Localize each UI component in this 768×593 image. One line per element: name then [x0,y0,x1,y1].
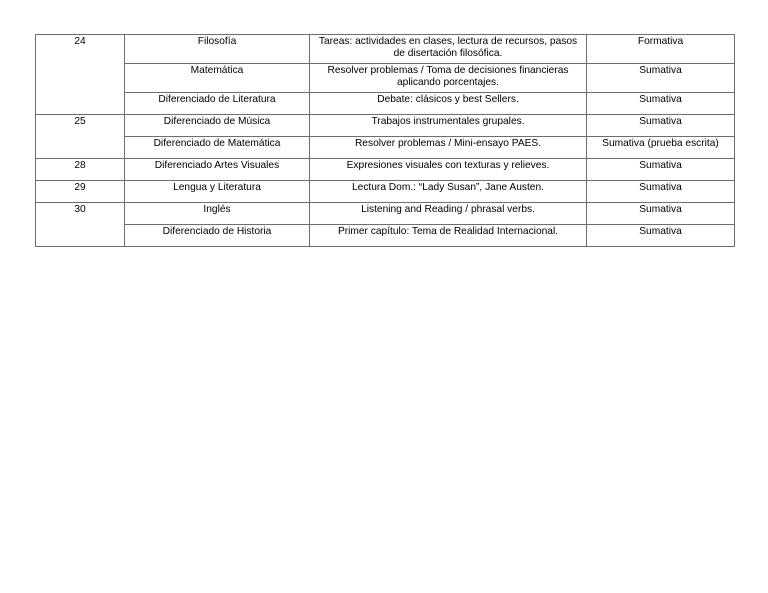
activity-cell: Trabajos instrumentales grupales. [310,115,587,137]
activity-cell: Primer capítulo: Tema de Realidad Internacional. [310,225,587,247]
subject-cell: Inglés [125,203,310,225]
activity-cell: Expresiones visuales con texturas y relieves. [310,159,587,181]
evaluation-type-cell: Sumativa [587,225,735,247]
activity-cell: Tareas: actividades en clases, lectura de recursos, pasos de disertación filosófica. [310,35,587,64]
activity-cell: Listening and Reading / phrasal verbs. [310,203,587,225]
activity-cell: Debate: clásicos y best Sellers. [310,93,587,115]
table-row [36,137,735,159]
evaluation-type-cell: Sumativa [587,159,735,181]
subject-cell: Diferenciado de Matemática [125,137,310,159]
evaluation-type-cell: Sumativa [587,203,735,225]
evaluation-type-cell: Sumativa (prueba escrita) [587,137,735,159]
day-cell: 24 [36,35,125,115]
evaluation-schedule-table [35,34,735,247]
table-row [36,203,735,225]
table-row [36,225,735,247]
table-row [36,115,735,137]
activity-cell: Lectura Dom.: “Lady Susan”, Jane Austen. [310,181,587,203]
evaluation-type-cell: Formativa [587,35,735,64]
subject-cell: Diferenciado de Literatura [125,93,310,115]
day-cell: 30 [36,203,125,247]
activity-cell: Resolver problemas / Mini-ensayo PAES. [310,137,587,159]
evaluation-type-cell: Sumativa [587,115,735,137]
day-cell: 25 [36,115,125,159]
day-cell: 29 [36,181,125,203]
table-row [36,93,735,115]
subject-cell: Lengua y Literatura [125,181,310,203]
subject-cell: Diferenciado Artes Visuales [125,159,310,181]
subject-cell: Diferenciado de Historia [125,225,310,247]
evaluation-type-cell: Sumativa [587,93,735,115]
evaluation-type-cell: Sumativa [587,181,735,203]
evaluation-type-cell: Sumativa [587,64,735,93]
table-row [36,35,735,64]
activity-cell: Resolver problemas / Toma de decisiones financieras aplicando porcentajes. [310,64,587,93]
subject-cell: Diferenciado de Música [125,115,310,137]
subject-cell: Filosofía [125,35,310,64]
day-cell: 28 [36,159,125,181]
subject-cell: Matemática [125,64,310,93]
table-row [36,64,735,93]
table-row [36,159,735,181]
table-row [36,181,735,203]
schedule-body [36,35,735,247]
